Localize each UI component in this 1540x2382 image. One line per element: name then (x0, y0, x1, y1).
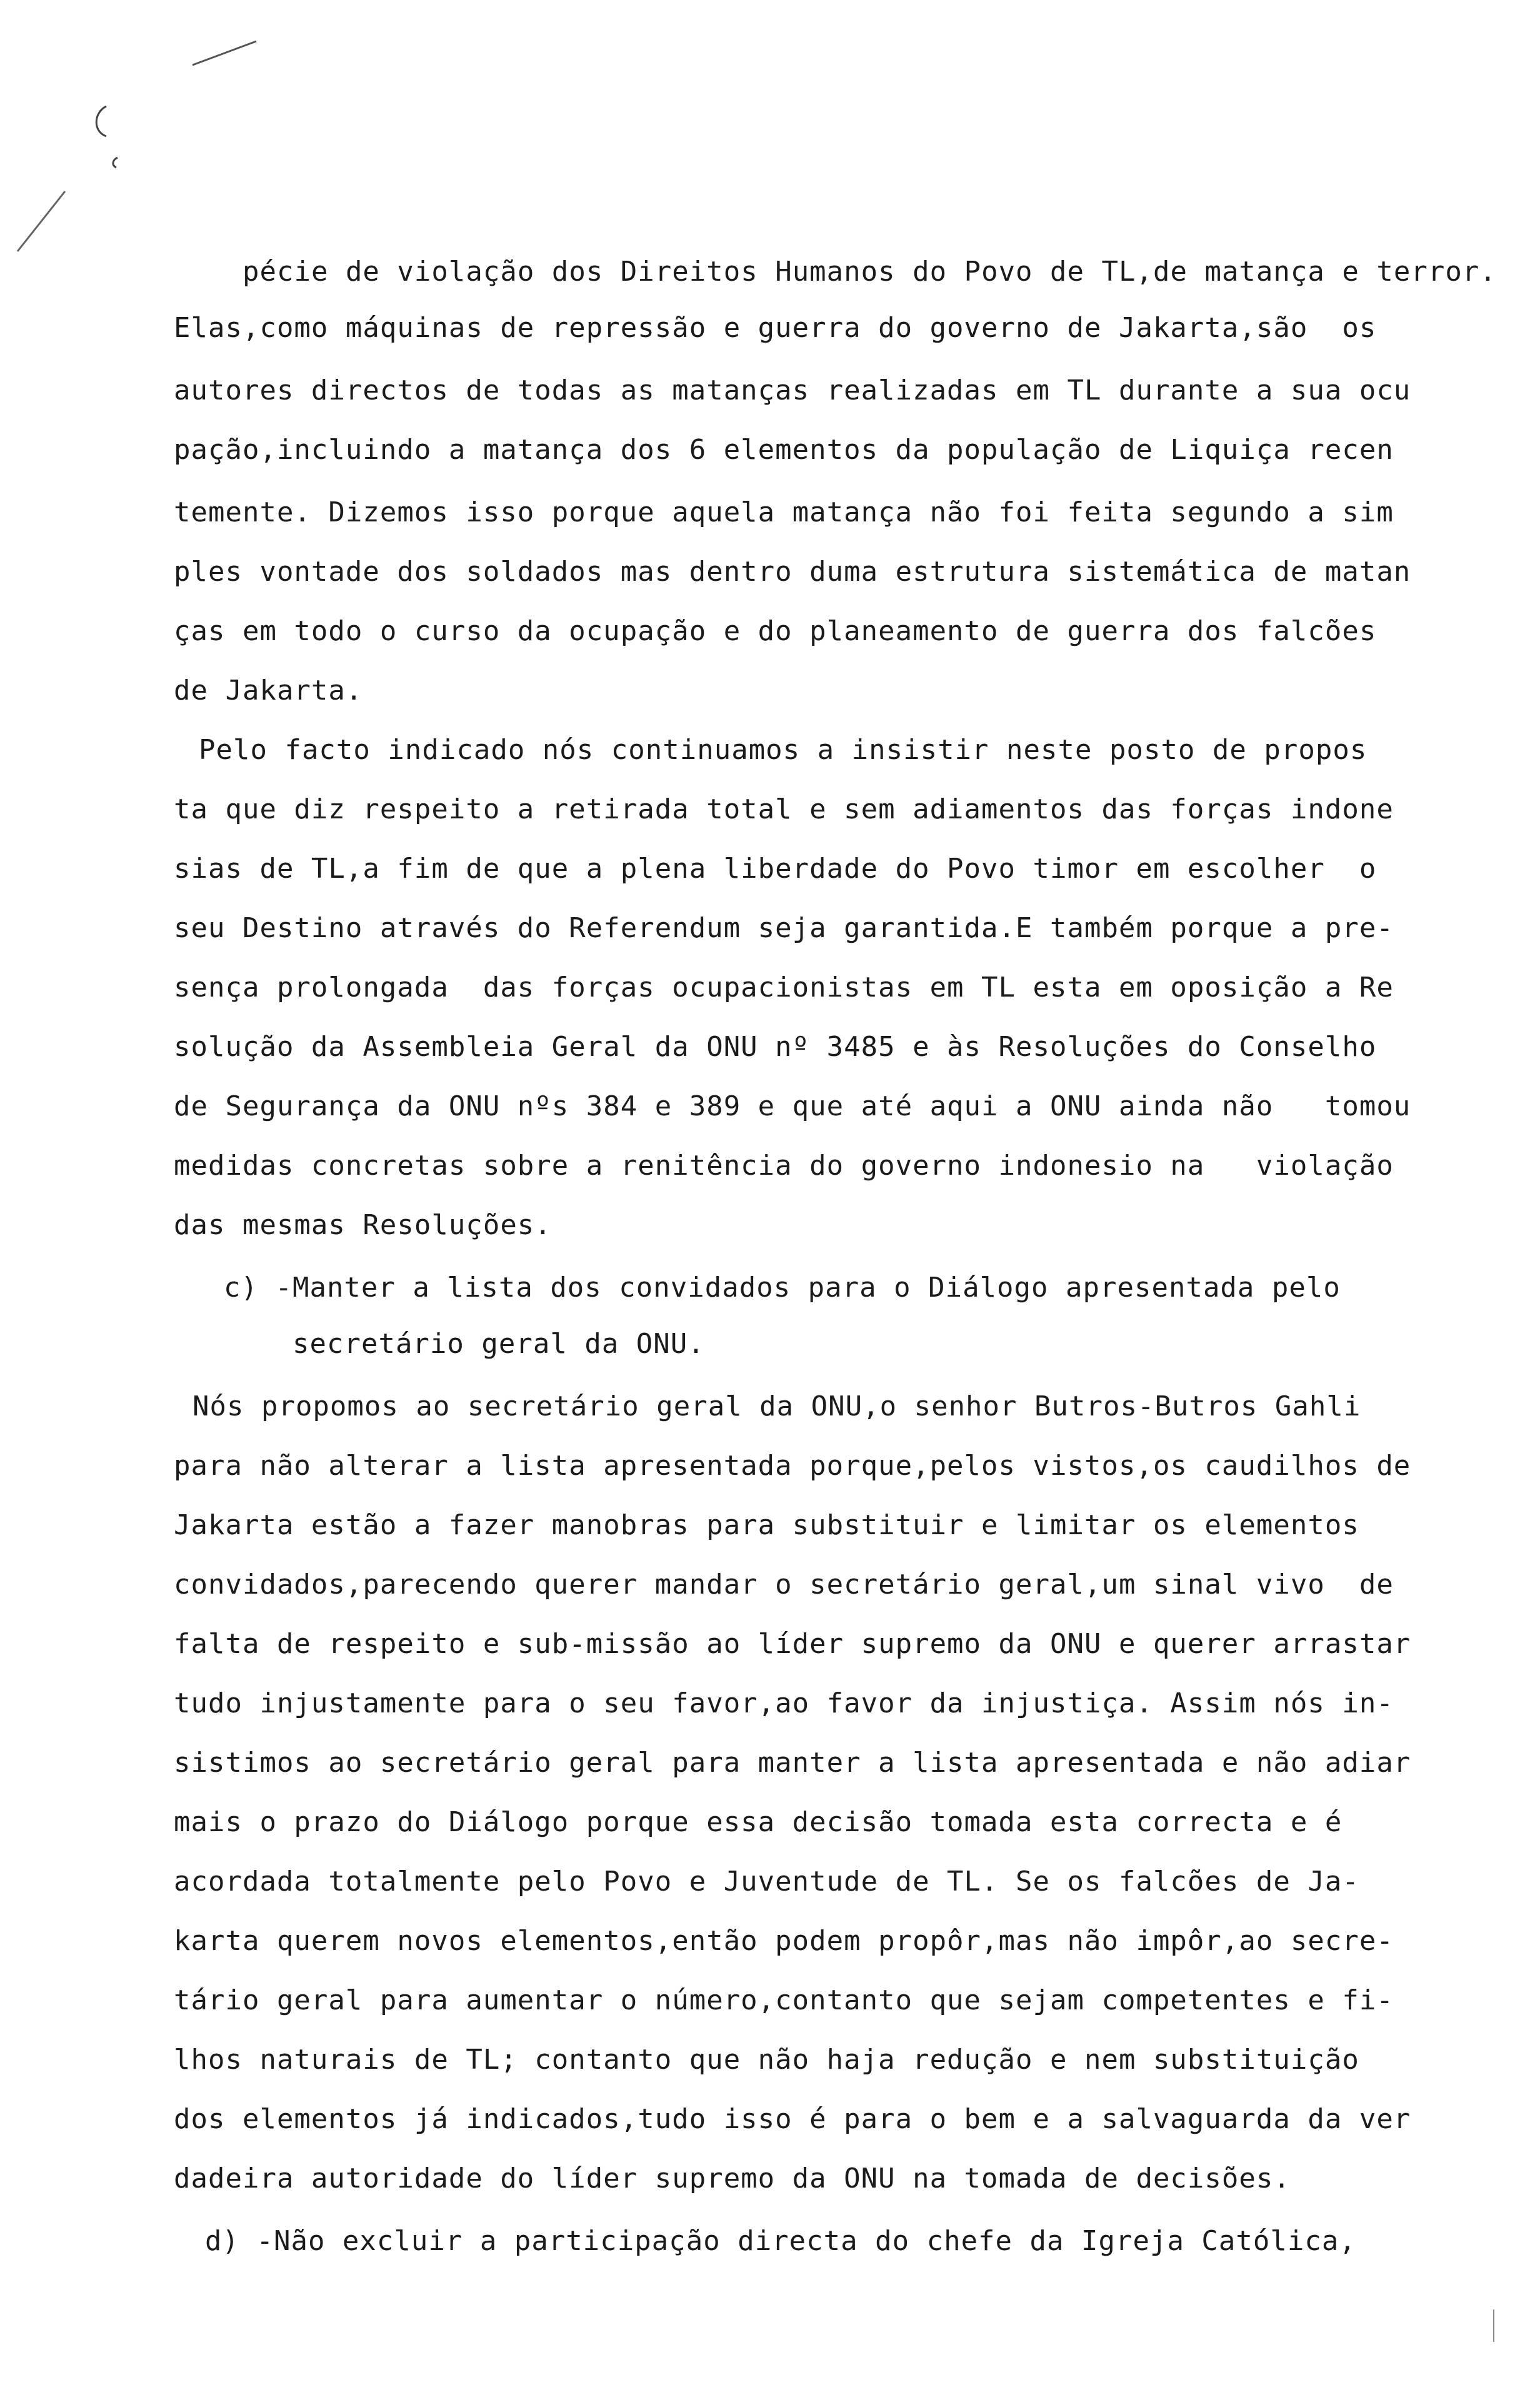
margin-slash-mark (12, 188, 69, 256)
text-line: tudo injustamente para o seu favor,ao favor da injustiça. Assim nós in- (174, 1687, 1394, 1719)
margin-scribble-mark (81, 94, 138, 175)
text-line: lhos naturais de TL; contanto que não haja redução e nem substituição (174, 2044, 1359, 2076)
text-line: solução da Assembleia Geral da ONU nº 3485 e às Resoluções do Conselho (174, 1031, 1377, 1063)
pen-stroke-mark (188, 38, 262, 69)
text-line: medidas concretas sobre a renitência do governo indonesio na violação (174, 1150, 1394, 1182)
text-line: ças em todo o curso da ocupação e do planeamento de guerra dos falcões (174, 615, 1377, 647)
text-line: dos elementos já indicados,tudo isso é para o bem e a salvaguarda da ver (174, 2103, 1411, 2135)
text-line: pação,incluindo a matança dos 6 elementos da população de Liquiça recen (174, 434, 1394, 466)
text-line: Nós propomos ao secretário geral da ONU,o senhor Butros-Butros Gahli (192, 1390, 1361, 1422)
text-line: dadeira autoridade do líder supremo da ONU na tomada de decisões. (174, 2163, 1291, 2194)
list-item-c: c) -Manter a lista dos convidados para o Diálogo apresentada pelo (224, 1272, 1341, 1304)
text-line: ples vontade dos soldados mas dentro duma estrutura sistemática de matan (174, 556, 1411, 588)
text-line: Jakarta estão a fazer manobras para substituir e limitar os elementos (174, 1509, 1359, 1541)
text-line: das mesmas Resoluções. (174, 1209, 552, 1241)
text-line: Pelo facto indicado nós continuamos a insistir neste posto de propos (199, 734, 1368, 766)
text-line: ta que diz respeito a retirada total e sem adiamentos das forças indone (174, 793, 1394, 825)
text-line: temente. Dizemos isso porque aquela matança não foi feita segundo a sim (174, 496, 1394, 528)
text-line: sença prolongada das forças ocupacionistas em TL esta em oposição a Re (174, 972, 1394, 1003)
text-line: de Segurança da ONU nºs 384 e 389 e que até aqui a ONU ainda não tomou (174, 1090, 1411, 1122)
list-item-d: d) -Não excluir a participação directa do chefe da Igreja Católica, (205, 2225, 1356, 2257)
text-line: convidados,parecendo querer mandar o secretário geral,um sinal vivo de (174, 1569, 1394, 1601)
text-line: tário geral para aumentar o número,contanto que sejam competentes e fi- (174, 1984, 1394, 2016)
text-line: autores directos de todas as matanças realizadas em TL durante a sua ocu (174, 374, 1411, 406)
text-line: sias de TL,a fim de que a plena liberdade do Povo timor em escolher o (174, 853, 1377, 885)
text-line: sistimos ao secretário geral para manter a lista apresentada e não adiar (174, 1747, 1411, 1779)
text-line: de Jakarta. (174, 675, 363, 706)
text-line: acordada totalmente pelo Povo e Juventude de TL. Se os falcões de Ja- (174, 1866, 1359, 1897)
text-line: karta querem novos elementos,então podem propôr,mas não impôr,ao secre- (174, 1925, 1394, 1957)
right-margin-tick-mark (1488, 2307, 1500, 2344)
text-line: mais o prazo do Diálogo porque essa decisão tomada esta correcta e é (174, 1806, 1342, 1838)
text-line: seu Destino através do Referendum seja garantida.E também porque a pre- (174, 912, 1394, 944)
text-line: falta de respeito e sub-missão ao líder supremo da ONU e querer arrastar (174, 1628, 1411, 1660)
text-line: para não alterar a lista apresentada porque,pelos vistos,os caudilhos de (174, 1450, 1411, 1482)
text-line: secretário geral da ONU. (292, 1328, 705, 1360)
text-line: pécie de violação dos Direitos Humanos do Povo de TL,de matança e terror. (242, 256, 1497, 288)
text-line: Elas,como máquinas de repressão e guerra do governo de Jakarta,são os (174, 312, 1377, 344)
